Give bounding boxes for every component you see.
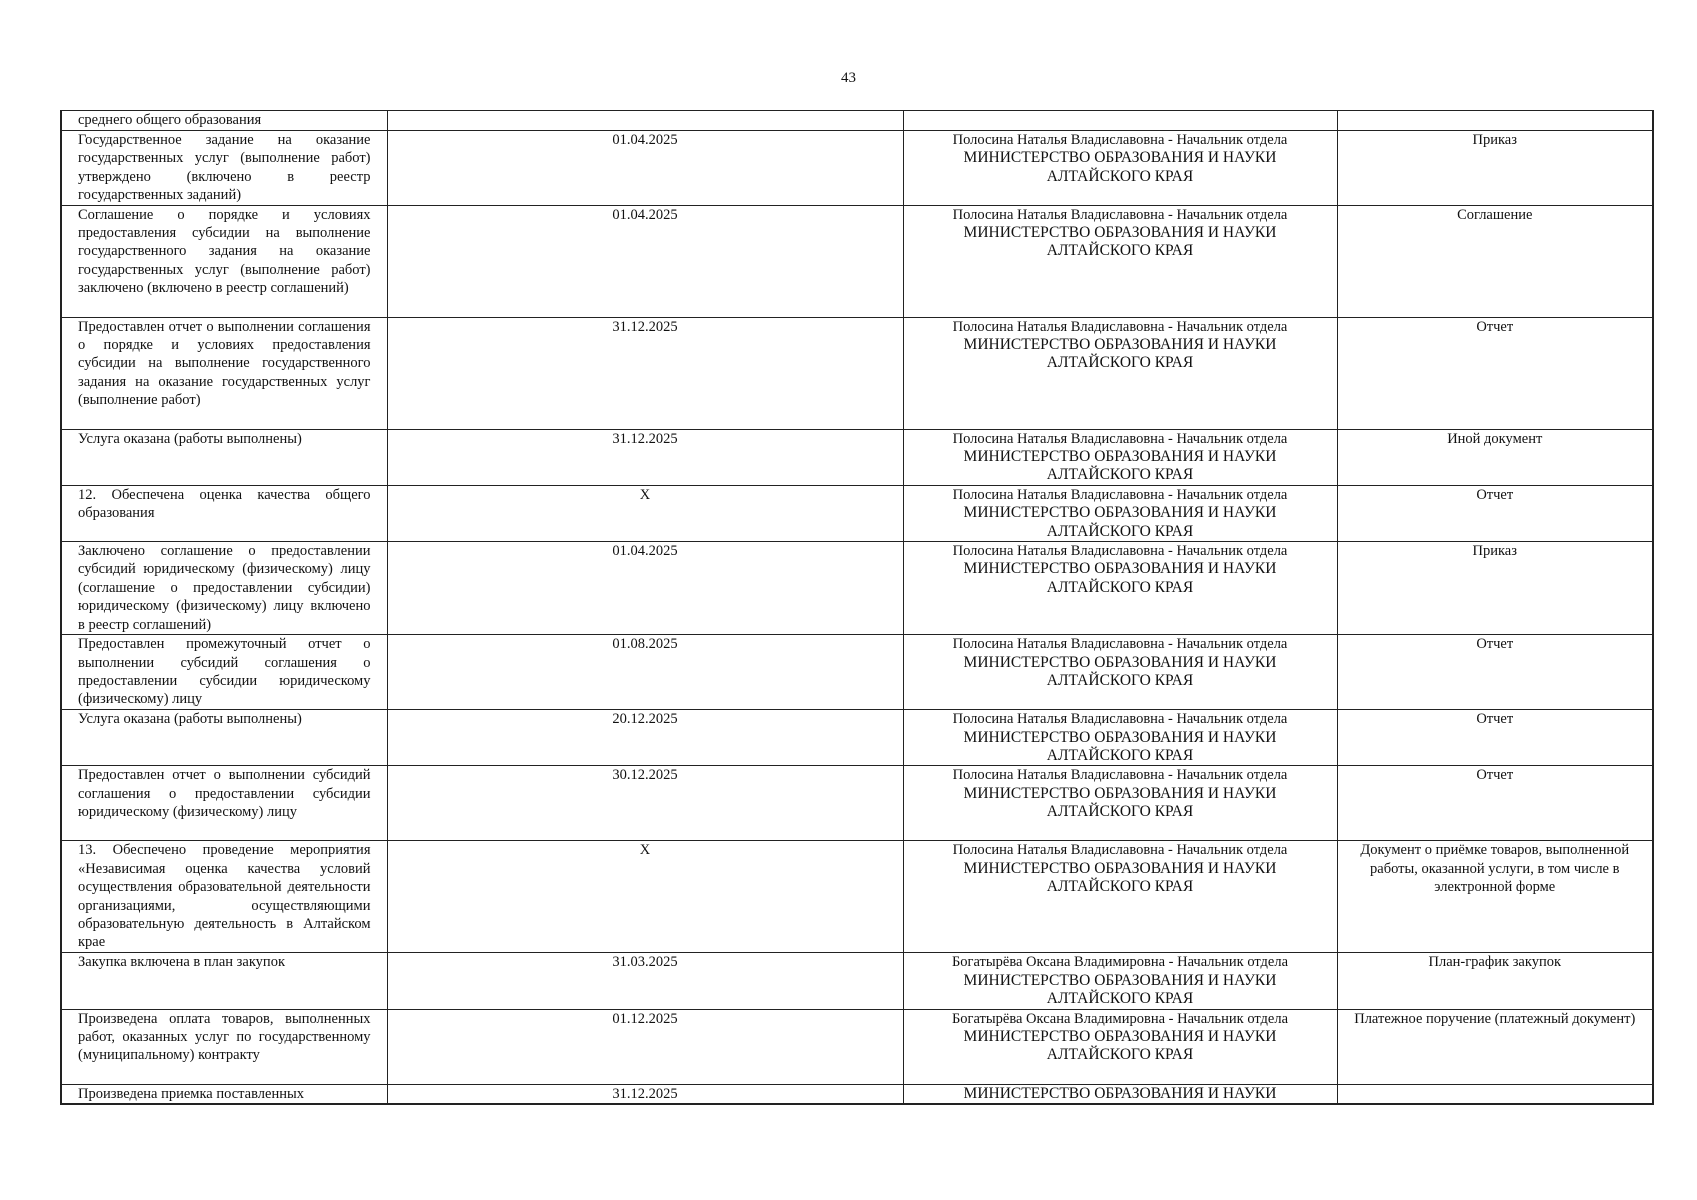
responsible-cell [903, 635, 1337, 710]
responsible-cell [903, 841, 1337, 953]
responsible-org: МИНИСТЕРСТВО ОБРАЗОВАНИЯ И НАУКИ АЛТАЙСКОГО КРАЯ [963, 784, 1277, 821]
event-cell: среднего общего образования [61, 111, 387, 131]
responsible-person: Полосина Наталья Владиславовна - Начальник отдела [952, 842, 1288, 859]
table-row [61, 1084, 1653, 1104]
responsible-org: МИНИСТЕРСТВО ОБРАЗОВАНИЯ И НАУКИ [963, 1084, 1277, 1102]
responsible-person: Полосина Наталья Владиславовна - Начальник отдела [952, 318, 1288, 335]
event-cell: Соглашение о порядке и условиях предоставления субсидии на выполнение государственного задания на оказание государственных услуг (выполнение работ) заключено (включено в реестр соглашений) [61, 205, 387, 317]
responsible-cell [903, 131, 1337, 206]
document-cell: Отчет [1337, 766, 1653, 841]
date-cell: 01.04.2025 [387, 542, 903, 635]
responsible-cell [903, 317, 1337, 429]
document-cell: Отчет [1337, 485, 1653, 541]
date-cell: 01.04.2025 [387, 205, 903, 317]
responsible-org: МИНИСТЕРСТВО ОБРАЗОВАНИЯ И НАУКИ АЛТАЙСКОГО КРАЯ [963, 653, 1277, 689]
event-cell: Произведена приемка поставленных [61, 1084, 387, 1104]
responsible-org: МИНИСТЕРСТВО ОБРАЗОВАНИЯ И НАУКИ АЛТАЙСКОГО КРАЯ [963, 504, 1277, 540]
date-cell: 01.04.2025 [387, 131, 903, 206]
date-cell: 20.12.2025 [387, 710, 903, 766]
responsible-org: МИНИСТЕРСТВО ОБРАЗОВАНИЯ И НАУКИ АЛТАЙСКОГО КРАЯ [963, 971, 1277, 1008]
responsible-person: Полосина Наталья Владиславовна - Начальник отдела [952, 132, 1288, 148]
event-cell: Закупка включена в план закупок [61, 953, 387, 1009]
responsible-org: МИНИСТЕРСТВО ОБРАЗОВАНИЯ И НАУКИ АЛТАЙСКОГО КРАЯ [963, 560, 1277, 596]
date-cell: 31.12.2025 [387, 317, 903, 429]
plan-table [60, 110, 1654, 1105]
table-row [61, 317, 1653, 429]
document-cell: Документ о приёмке товаров, выполненной работы, оказанной услуги, в том числе в электронной форме [1337, 841, 1653, 953]
event-cell: Государственное задание на оказание государственных услуг (выполнение работ) утверждено (включено в реестр государственных заданий) [61, 131, 387, 206]
document-cell [1337, 1084, 1653, 1104]
responsible-person: Богатырёва Оксана Владимировна - Начальник отдела [951, 954, 1289, 971]
responsible-person: Полосина Наталья Владиславовна - Начальник отдела [952, 486, 1288, 503]
date-cell: 30.12.2025 [387, 766, 903, 841]
responsible-org: МИНИСТЕРСТВО ОБРАЗОВАНИЯ И НАУКИ АЛТАЙСКОГО КРАЯ [963, 1027, 1277, 1064]
table-row [61, 205, 1653, 317]
responsible-person: Полосина Наталья Владиславовна - Начальник отдела [952, 767, 1288, 784]
responsible-cell [903, 953, 1337, 1009]
table-row [61, 1009, 1653, 1084]
table-row [61, 710, 1653, 766]
document-cell: Иной документ [1337, 429, 1653, 485]
page-number: 43 [841, 70, 856, 86]
date-cell: X [387, 485, 903, 541]
date-cell: 31.03.2025 [387, 953, 903, 1009]
document-cell [1337, 111, 1653, 131]
table-row [61, 766, 1653, 841]
event-cell: Предоставлен отчет о выполнении соглашения о порядке и условиях предоставления субсидии на выполнение государственного задания на оказание государственных услуг (выполнение работ) [61, 317, 387, 429]
responsible-person: Полосина Наталья Владиславовна - Начальник отдела [952, 636, 1288, 653]
document-cell: Отчет [1337, 317, 1653, 429]
document-cell: Приказ [1337, 131, 1653, 206]
responsible-org: МИНИСТЕРСТВО ОБРАЗОВАНИЯ И НАУКИ АЛТАЙСКОГО КРАЯ [963, 728, 1277, 764]
responsible-org: МИНИСТЕРСТВО ОБРАЗОВАНИЯ И НАУКИ АЛТАЙСКОГО КРАЯ [963, 336, 1277, 372]
responsible-org: МИНИСТЕРСТВО ОБРАЗОВАНИЯ И НАУКИ АЛТАЙСКОГО КРАЯ [963, 859, 1277, 896]
table-row [61, 953, 1653, 1009]
responsible-cell [903, 205, 1337, 317]
responsible-org: МИНИСТЕРСТВО ОБРАЗОВАНИЯ И НАУКИ АЛТАЙСКОГО КРАЯ [963, 224, 1277, 260]
table-row [61, 111, 1653, 131]
event-cell: Произведена оплата товаров, выполненных работ, оказанных услуг по государственному (муниципальному) контракту [61, 1009, 387, 1084]
event-cell: Услуга оказана (работы выполнены) [61, 429, 387, 485]
responsible-cell [903, 485, 1337, 541]
responsible-person: Полосина Наталья Владиславовна - Начальник отдела [952, 543, 1288, 560]
table-row [61, 429, 1653, 485]
table-row [61, 635, 1653, 710]
document-cell: Приказ [1337, 542, 1653, 635]
date-cell: 01.12.2025 [387, 1009, 903, 1084]
responsible-cell [903, 710, 1337, 766]
event-cell: 13. Обеспечено проведение мероприятия «Независимая оценка качества условий осуществления образовательной деятельности организациями, осуществляющими образовательную деятельность в Алтайском крае [61, 841, 387, 953]
responsible-person: Полосина Наталья Владиславовна - Начальник отдела [952, 711, 1288, 728]
date-cell: 31.12.2025 [387, 429, 903, 485]
document-cell: Отчет [1337, 635, 1653, 710]
event-cell: Предоставлен отчет о выполнении субсидий соглашения о предоставлении субсидии юридическому (физическому) лицу [61, 766, 387, 841]
event-cell: Заключено соглашение о предоставлении субсидий юридическому (физическому) лицу (соглашение о предоставлении субсидии) юридическому (физическому) лицу включено в реестр соглашений) [61, 542, 387, 635]
responsible-person: Полосина Наталья Владиславовна - Начальник отдела [952, 430, 1288, 447]
event-cell: 12. Обеспечена оценка качества общего образования [61, 485, 387, 541]
document-cell: План-график закупок [1337, 953, 1653, 1009]
event-cell: Предоставлен промежуточный отчет о выполнении субсидий соглашения о предоставлении субсидии юридическому (физическому) лицу [61, 635, 387, 710]
date-cell: 01.08.2025 [387, 635, 903, 710]
responsible-person: Богатырёва Оксана Владимировна - Начальник отдела [951, 1010, 1289, 1027]
table-row [61, 131, 1653, 206]
responsible-org: МИНИСТЕРСТВО ОБРАЗОВАНИЯ И НАУКИ АЛТАЙСКОГО КРАЯ [963, 448, 1277, 484]
date-cell: 31.12.2025 [387, 1084, 903, 1104]
responsible-cell [903, 766, 1337, 841]
responsible-cell [903, 1009, 1337, 1084]
responsible-cell [903, 1084, 1337, 1104]
responsible-org: МИНИСТЕРСТВО ОБРАЗОВАНИЯ И НАУКИ АЛТАЙСКОГО КРАЯ [963, 149, 1277, 185]
responsible-cell [903, 111, 1337, 131]
table-row [61, 485, 1653, 541]
date-cell: X [387, 841, 903, 953]
document-cell: Платежное поручение (платежный документ) [1337, 1009, 1653, 1084]
date-cell [387, 111, 903, 131]
document-cell: Отчет [1337, 710, 1653, 766]
responsible-cell [903, 542, 1337, 635]
table-row [61, 841, 1653, 953]
document-cell: Соглашение [1337, 205, 1653, 317]
event-cell: Услуга оказана (работы выполнены) [61, 710, 387, 766]
responsible-person: Полосина Наталья Владиславовна - Начальник отдела [952, 206, 1288, 223]
responsible-cell [903, 429, 1337, 485]
table-row [61, 542, 1653, 635]
